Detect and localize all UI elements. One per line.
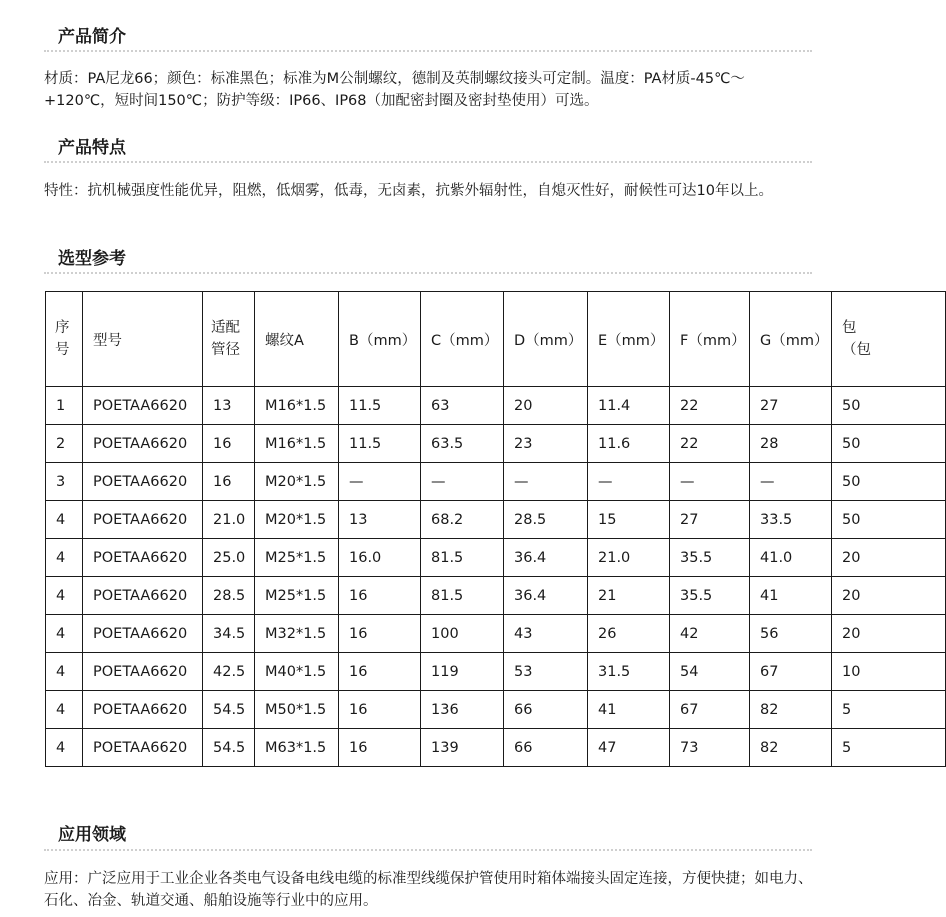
header-g: G（mm） bbox=[750, 292, 832, 387]
features-divider bbox=[44, 161, 812, 163]
cell-g: 56 bbox=[750, 615, 832, 653]
cell-model: POETAA6620 bbox=[83, 691, 203, 729]
cell-index: 2 bbox=[46, 425, 83, 463]
cell-d: — bbox=[504, 463, 588, 501]
cell-thread-a: M25*1.5 bbox=[255, 577, 339, 615]
cell-index: 4 bbox=[46, 653, 83, 691]
cell-package: 5 bbox=[832, 729, 946, 767]
table-row bbox=[46, 615, 946, 653]
cell-e: 26 bbox=[588, 615, 670, 653]
cell-index: 1 bbox=[46, 387, 83, 425]
cell-model: POETAA6620 bbox=[83, 577, 203, 615]
cell-d: 20 bbox=[504, 387, 588, 425]
cell-g: 27 bbox=[750, 387, 832, 425]
cell-g: 41 bbox=[750, 577, 832, 615]
features-section-title: 产品特点 bbox=[58, 138, 126, 158]
header-b: B（mm） bbox=[339, 292, 421, 387]
cell-model: POETAA6620 bbox=[83, 615, 203, 653]
cell-e: 15 bbox=[588, 501, 670, 539]
cell-package: 20 bbox=[832, 615, 946, 653]
cell-model: POETAA6620 bbox=[83, 729, 203, 767]
cell-f: 42 bbox=[670, 615, 750, 653]
cell-package: 5 bbox=[832, 691, 946, 729]
cell-e: 21.0 bbox=[588, 539, 670, 577]
cell-pipe-diameter: 13 bbox=[203, 387, 255, 425]
header-thread-a: 螺纹A bbox=[255, 292, 339, 387]
cell-c: 68.2 bbox=[421, 501, 504, 539]
cell-index: 4 bbox=[46, 729, 83, 767]
table-header-row bbox=[46, 292, 946, 387]
cell-package: 50 bbox=[832, 463, 946, 501]
cell-g: 41.0 bbox=[750, 539, 832, 577]
header-d: D（mm） bbox=[504, 292, 588, 387]
cell-f: — bbox=[670, 463, 750, 501]
cell-thread-a: M20*1.5 bbox=[255, 463, 339, 501]
application-section-title: 应用领域 bbox=[58, 825, 126, 845]
cell-index: 4 bbox=[46, 615, 83, 653]
cell-d: 23 bbox=[504, 425, 588, 463]
cell-b: — bbox=[339, 463, 421, 501]
cell-b: 16 bbox=[339, 653, 421, 691]
cell-index: 3 bbox=[46, 463, 83, 501]
cell-index: 4 bbox=[46, 501, 83, 539]
cell-index: 4 bbox=[46, 577, 83, 615]
cell-b: 16 bbox=[339, 577, 421, 615]
cell-pipe-diameter: 16 bbox=[203, 425, 255, 463]
cell-b: 16 bbox=[339, 615, 421, 653]
cell-package: 10 bbox=[832, 653, 946, 691]
cell-model: POETAA6620 bbox=[83, 425, 203, 463]
table-row bbox=[46, 425, 946, 463]
cell-pipe-diameter: 42.5 bbox=[203, 653, 255, 691]
cell-f: 73 bbox=[670, 729, 750, 767]
cell-g: 28 bbox=[750, 425, 832, 463]
cell-f: 35.5 bbox=[670, 539, 750, 577]
cell-model: POETAA6620 bbox=[83, 501, 203, 539]
cell-thread-a: M20*1.5 bbox=[255, 501, 339, 539]
cell-g: 33.5 bbox=[750, 501, 832, 539]
cell-e: 47 bbox=[588, 729, 670, 767]
cell-b: 11.5 bbox=[339, 425, 421, 463]
cell-package: 50 bbox=[832, 501, 946, 539]
cell-thread-a: M32*1.5 bbox=[255, 615, 339, 653]
selection-table-wrapper bbox=[45, 291, 871, 768]
cell-model: POETAA6620 bbox=[83, 463, 203, 501]
cell-d: 66 bbox=[504, 691, 588, 729]
cell-c: 63.5 bbox=[421, 425, 504, 463]
cell-pipe-diameter: 54.5 bbox=[203, 691, 255, 729]
cell-c: 119 bbox=[421, 653, 504, 691]
cell-b: 16.0 bbox=[339, 539, 421, 577]
cell-b: 16 bbox=[339, 729, 421, 767]
cell-g: 67 bbox=[750, 653, 832, 691]
cell-e: — bbox=[588, 463, 670, 501]
table-row bbox=[46, 539, 946, 577]
header-c: C（mm） bbox=[421, 292, 504, 387]
table-body bbox=[46, 387, 946, 767]
cell-pipe-diameter: 54.5 bbox=[203, 729, 255, 767]
header-package: 包（包 bbox=[832, 292, 946, 387]
cell-c: 136 bbox=[421, 691, 504, 729]
cell-f: 22 bbox=[670, 425, 750, 463]
cell-e: 31.5 bbox=[588, 653, 670, 691]
cell-e: 21 bbox=[588, 577, 670, 615]
cell-package: 50 bbox=[832, 387, 946, 425]
table-row bbox=[46, 577, 946, 615]
intro-section-title: 产品简介 bbox=[58, 27, 126, 47]
cell-f: 27 bbox=[670, 501, 750, 539]
cell-c: 81.5 bbox=[421, 539, 504, 577]
cell-d: 66 bbox=[504, 729, 588, 767]
cell-f: 22 bbox=[670, 387, 750, 425]
cell-g: — bbox=[750, 463, 832, 501]
cell-b: 11.5 bbox=[339, 387, 421, 425]
cell-package: 20 bbox=[832, 539, 946, 577]
cell-g: 82 bbox=[750, 729, 832, 767]
cell-thread-a: M25*1.5 bbox=[255, 539, 339, 577]
table-row bbox=[46, 653, 946, 691]
cell-c: 63 bbox=[421, 387, 504, 425]
application-divider bbox=[44, 849, 812, 851]
cell-c: 100 bbox=[421, 615, 504, 653]
cell-d: 28.5 bbox=[504, 501, 588, 539]
intro-text: 材质：PA尼龙66；颜色：标准黑色；标准为M公制螺纹，德制及英制螺纹接头可定制。温度：PA材质-45℃～+120℃，短时间150℃；防护等级：IP66、IP68（加配密封圈及密封垫使用）可选。 bbox=[44, 71, 745, 109]
cell-pipe-diameter: 25.0 bbox=[203, 539, 255, 577]
cell-index: 4 bbox=[46, 691, 83, 729]
cell-pipe-diameter: 28.5 bbox=[203, 577, 255, 615]
cell-thread-a: M16*1.5 bbox=[255, 387, 339, 425]
cell-thread-a: M40*1.5 bbox=[255, 653, 339, 691]
application-text: 应用：广泛应用于工业企业各类电气设备电线电缆的标准型线缆保护管使用时箱体端接头固定连接，方便快捷；如电力、石化、冶金、轨道交通、船舶设施等行业中的应用。 bbox=[44, 871, 813, 909]
header-f: F（mm） bbox=[670, 292, 750, 387]
selection-divider bbox=[44, 272, 812, 274]
cell-d: 36.4 bbox=[504, 539, 588, 577]
features-text: 特性：抗机械强度性能优异，阻燃，低烟雾，低毒，无卤素，抗紫外辐射性，自熄灭性好，耐候性可达10年以上。 bbox=[44, 183, 773, 199]
cell-d: 53 bbox=[504, 653, 588, 691]
cell-f: 35.5 bbox=[670, 577, 750, 615]
cell-e: 41 bbox=[588, 691, 670, 729]
table-row bbox=[46, 463, 946, 501]
cell-e: 11.6 bbox=[588, 425, 670, 463]
cell-model: POETAA6620 bbox=[83, 653, 203, 691]
cell-f: 54 bbox=[670, 653, 750, 691]
header-e: E（mm） bbox=[588, 292, 670, 387]
cell-b: 13 bbox=[339, 501, 421, 539]
cell-pipe-diameter: 16 bbox=[203, 463, 255, 501]
cell-thread-a: M63*1.5 bbox=[255, 729, 339, 767]
selection-table bbox=[45, 291, 946, 767]
cell-f: 67 bbox=[670, 691, 750, 729]
table-row bbox=[46, 729, 946, 767]
selection-section-title: 选型参考 bbox=[58, 249, 126, 269]
cell-d: 43 bbox=[504, 615, 588, 653]
cell-d: 36.4 bbox=[504, 577, 588, 615]
cell-model: POETAA6620 bbox=[83, 387, 203, 425]
table-row bbox=[46, 387, 946, 425]
intro-divider bbox=[44, 50, 812, 52]
cell-model: POETAA6620 bbox=[83, 539, 203, 577]
table-row bbox=[46, 501, 946, 539]
header-model: 型号 bbox=[83, 292, 203, 387]
cell-pipe-diameter: 21.0 bbox=[203, 501, 255, 539]
cell-index: 4 bbox=[46, 539, 83, 577]
cell-c: 81.5 bbox=[421, 577, 504, 615]
cell-thread-a: M16*1.5 bbox=[255, 425, 339, 463]
cell-pipe-diameter: 34.5 bbox=[203, 615, 255, 653]
table-row bbox=[46, 691, 946, 729]
cell-c: — bbox=[421, 463, 504, 501]
header-index: 序号 bbox=[46, 292, 83, 387]
cell-thread-a: M50*1.5 bbox=[255, 691, 339, 729]
header-pipe-diameter: 适配管径 bbox=[203, 292, 255, 387]
cell-package: 20 bbox=[832, 577, 946, 615]
cell-b: 16 bbox=[339, 691, 421, 729]
cell-package: 50 bbox=[832, 425, 946, 463]
cell-e: 11.4 bbox=[588, 387, 670, 425]
cell-c: 139 bbox=[421, 729, 504, 767]
cell-g: 82 bbox=[750, 691, 832, 729]
